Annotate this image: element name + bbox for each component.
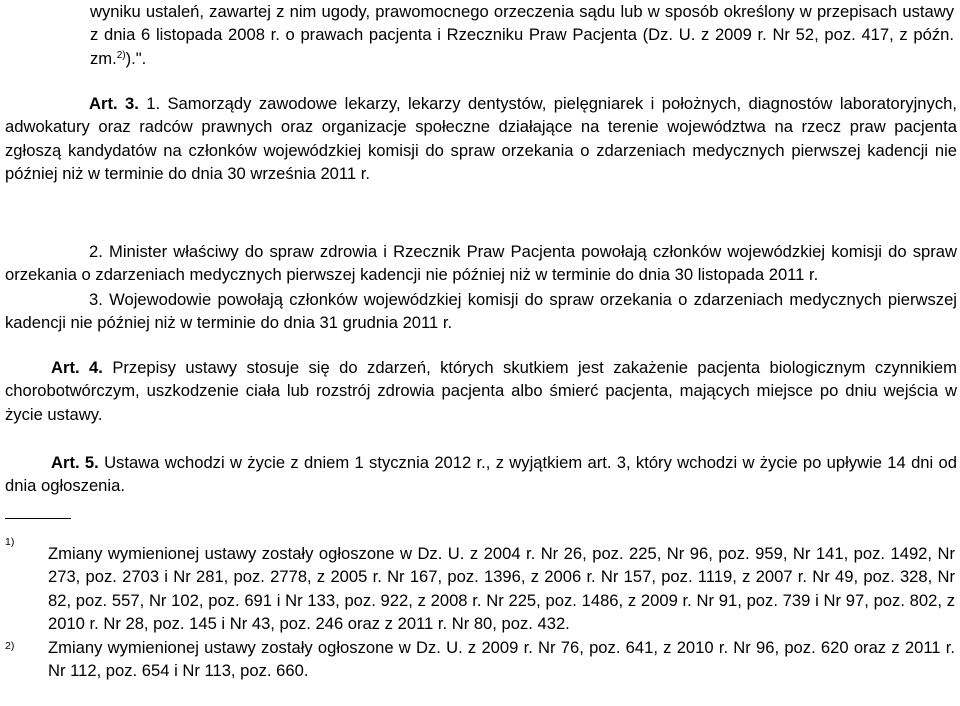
art3-p2-num: 2.: [89, 242, 103, 261]
art4-paragraph: [5, 356, 957, 426]
art3-p3-num: 3.: [89, 290, 103, 309]
art3-paragraph-1: [5, 92, 957, 185]
art3-p2-text: Minister właściwy do spraw zdrowia i Rzecznik Praw Pacjenta powołają członków wojewódzkiej komisji do spraw orzekania o zdarzeniach medycznych pierwszej kadencji nie później niż w terminie do dnia 30 listopada 2011 r.: [5, 242, 957, 285]
intro-paragraph: [90, 0, 954, 70]
footnote-ref: 2): [116, 49, 126, 61]
intro-text: wyniku ustaleń, zawartej z nim ugody, prawomocnego orzeczenia sądu lub w sposób określony w przepisach ustawy z dnia 6 listopada 2008 r. o prawach pacjenta i Rzeczniku Praw Pacjenta (Dz. U. z 2009 r. Nr 52, poz. 417, z późn. zm.: [90, 2, 954, 68]
art5-label: Art. 5.: [51, 453, 99, 472]
intro-tail: ).".: [125, 48, 147, 68]
art3-paragraph-2: [5, 240, 957, 287]
footnote-1-mark: 1): [5, 536, 15, 548]
art3-p1-num: 1.: [146, 94, 161, 113]
art4-text: Przepisy ustawy stosuje się do zdarzeń, których skutkiem jest zakażenie pacjenta biologicznym czynnikiem chorobotwórczym, uszkodzenie ciała lub rozstrój zdrowia pacjenta albo śmierć pacjenta, mających miejsce po dniu wejścia w życie ustawy.: [5, 358, 957, 424]
art4-label: Art. 4.: [51, 358, 103, 377]
footnote-1-text: Zmiany wymienionej ustawy zostały ogłoszone w Dz. U. z 2004 r. Nr 26, poz. 225, Nr 96, poz. 959, Nr 141, poz. 1492, Nr 273, poz. 2703 i Nr 281, poz. 2778, z 2005 r. Nr 167, poz. 1396, z 2006 r. Nr 157, poz. 1119, z 2007 r. Nr 49, poz. 328, Nr 82, poz. 557, Nr 102, poz. 691 i Nr 133, poz. 922, z 2008 r. Nr 225, poz. 1486, z 2009 r. Nr 91, poz. 739 i Nr 97, poz. 802, z 2010 r. Nr 28, poz. 145 i Nr 43, poz. 246 oraz z 2011 r. Nr 80, poz. 432.: [48, 544, 955, 633]
art3-label: Art. 3.: [89, 94, 139, 113]
footnote-2-text: Zmiany wymienionej ustawy zostały ogłoszone w Dz. U. z 2009 r. Nr 76, poz. 641, z 2010 r. Nr 96, poz. 620 oraz z 2011 r. Nr 112, poz. 654 i Nr 113, poz. 660.: [48, 638, 955, 681]
footnote-2-mark: 2): [5, 640, 15, 652]
footnote-divider: [5, 518, 71, 519]
art3-paragraph-3: [5, 288, 957, 335]
art3-p1-text: Samorządy zawodowe lekarzy, lekarzy dentystów, pielęgniarek i położnych, diagnostów laboratoryjnych, adwokatury oraz radców prawnych oraz organizacje społeczne działające na terenie województwa na rzecz praw pacjenta zgłoszą kandydatów na członków wojewódzkiej komisji do spraw orzekania o zdarzeniach medycznych pierwszej kadencji nie później niż w terminie do dnia 30 września 2011 r.: [5, 94, 957, 183]
art5-text: Ustawa wchodzi w życie z dniem 1 stycznia 2012 r., z wyjątkiem art. 3, który wchodzi w życie po upływie 14 dni od dnia ogłoszenia.: [5, 453, 957, 496]
art5-paragraph: [5, 451, 957, 498]
art3-p3-text: Wojewodowie powołają członków wojewódzkiej komisji do spraw orzekania o zdarzeniach medycznych pierwszej kadencji nie później niż w terminie do dnia 31 grudnia 2011 r.: [5, 290, 957, 333]
